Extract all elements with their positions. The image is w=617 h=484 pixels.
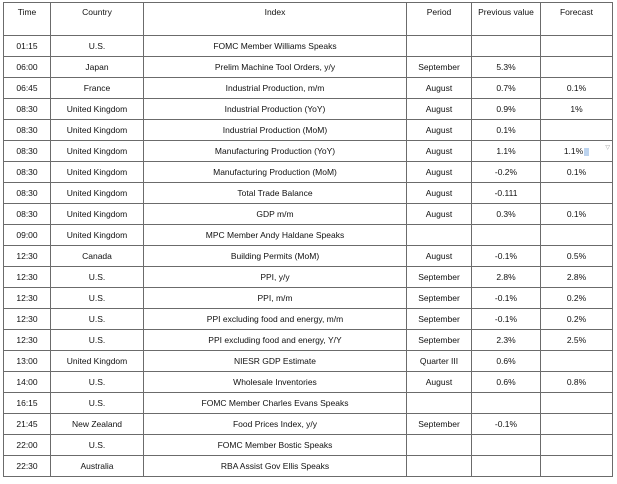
country-cell[interactable]	[51, 162, 144, 183]
table-row	[4, 456, 613, 477]
country-cell-text: United Kingdom	[66, 356, 128, 366]
forecast-cell[interactable]	[541, 99, 613, 120]
country-cell[interactable]	[51, 351, 144, 372]
previous-value-cell-text: 2.3%	[496, 335, 516, 345]
forecast-cell-text: 2.8%	[566, 272, 587, 282]
period-cell-text: September	[418, 62, 460, 72]
period-cell[interactable]	[407, 57, 472, 78]
previous-value-cell-text: 0.9%	[496, 104, 516, 114]
index-cell[interactable]	[144, 162, 407, 183]
index-cell[interactable]	[144, 456, 407, 477]
forecast-cell[interactable]	[541, 309, 613, 330]
time-cell-text: 08:30	[16, 167, 38, 177]
previous-value-cell[interactable]	[472, 288, 541, 309]
time-cell[interactable]	[4, 456, 51, 477]
header-row	[4, 3, 613, 36]
index-cell-text: NIESR GDP Estimate	[233, 356, 317, 366]
previous-value-cell[interactable]	[472, 330, 541, 351]
previous-value-cell-text: -0.1%	[494, 251, 518, 261]
index-cell-text: Industrial Production, m/m	[225, 83, 325, 93]
period-cell[interactable]	[407, 99, 472, 120]
previous-value-cell-text: 0.1%	[496, 125, 516, 135]
country-cell-text: U.S.	[88, 314, 106, 324]
header-time: Time	[4, 3, 51, 36]
time-cell[interactable]	[4, 78, 51, 99]
period-cell-text: August	[425, 146, 453, 156]
country-cell[interactable]	[51, 267, 144, 288]
forecast-cell[interactable]	[541, 267, 613, 288]
time-cell-text: 08:30	[16, 125, 38, 135]
forecast-cell[interactable]	[541, 183, 613, 204]
index-cell[interactable]	[144, 288, 407, 309]
forecast-cell-text: 1.1%	[563, 146, 584, 156]
time-cell-text: 16:15	[16, 398, 38, 408]
forecast-cell[interactable]	[541, 393, 613, 414]
previous-value-cell-text: 0.7%	[496, 83, 516, 93]
index-cell[interactable]	[144, 120, 407, 141]
table-row	[4, 330, 613, 351]
table-row	[4, 78, 613, 99]
previous-value-cell-text: 5.3%	[496, 62, 516, 72]
country-cell[interactable]	[51, 141, 144, 162]
country-cell-text: United Kingdom	[66, 230, 128, 240]
forecast-cell[interactable]	[541, 141, 613, 162]
country-cell-text: United Kingdom	[66, 104, 128, 114]
period-cell-text: September	[418, 335, 460, 345]
time-cell-text: 06:00	[16, 62, 38, 72]
forecast-cell-text: 0.2%	[566, 293, 587, 303]
time-cell-text: 08:30	[16, 104, 38, 114]
time-cell-text: 13:00	[16, 356, 38, 366]
period-cell-text: August	[425, 377, 453, 387]
header-country: Country	[51, 3, 144, 36]
time-cell[interactable]	[4, 225, 51, 246]
previous-value-cell[interactable]	[472, 162, 541, 183]
country-cell[interactable]	[51, 78, 144, 99]
time-cell-text: 22:00	[16, 440, 38, 450]
time-cell-text: 12:30	[16, 293, 38, 303]
country-cell-text: France	[83, 83, 111, 93]
table-row	[4, 414, 613, 435]
index-cell-text: PPI excluding food and energy, m/m	[206, 314, 344, 324]
country-cell[interactable]	[51, 393, 144, 414]
index-cell[interactable]	[144, 309, 407, 330]
forecast-cell[interactable]	[541, 57, 613, 78]
time-cell-text: 12:30	[16, 314, 38, 324]
index-cell[interactable]	[144, 225, 407, 246]
time-cell[interactable]	[4, 330, 51, 351]
index-cell-text: Manufacturing Production (YoY)	[214, 146, 336, 156]
period-cell-text: August	[425, 188, 453, 198]
period-cell-text: September	[418, 272, 460, 282]
previous-value-cell[interactable]	[472, 246, 541, 267]
header-period: Period	[407, 3, 472, 36]
index-cell[interactable]	[144, 141, 407, 162]
period-cell-text: August	[425, 83, 453, 93]
previous-value-cell[interactable]	[472, 120, 541, 141]
table-row	[4, 57, 613, 78]
previous-value-cell-text: 2.8%	[496, 272, 516, 282]
period-cell[interactable]	[407, 435, 472, 456]
country-cell-text: U.S.	[88, 272, 106, 282]
previous-value-cell[interactable]	[472, 183, 541, 204]
index-cell[interactable]	[144, 393, 407, 414]
previous-value-cell-text: -0.1%	[494, 419, 518, 429]
table-row	[4, 435, 613, 456]
period-cell[interactable]	[407, 456, 472, 477]
country-cell-text: U.S.	[88, 377, 106, 387]
period-cell[interactable]	[407, 204, 472, 225]
time-cell[interactable]	[4, 393, 51, 414]
time-cell[interactable]	[4, 99, 51, 120]
period-cell[interactable]	[407, 372, 472, 393]
country-cell[interactable]	[51, 414, 144, 435]
index-cell-text: MPC Member Andy Haldane Speaks	[205, 230, 345, 240]
forecast-cell[interactable]	[541, 351, 613, 372]
time-cell-text: 22:30	[16, 461, 38, 471]
index-cell-text: Prelim Machine Tool Orders, y/y	[214, 62, 336, 72]
time-cell-text: 12:30	[16, 335, 38, 345]
forecast-cell-text: 1%	[570, 104, 583, 114]
index-cell-text: FOMC Member Charles Evans Speaks	[201, 398, 349, 408]
forecast-cell-text: 2.5%	[566, 335, 587, 345]
index-cell-text: GDP m/m	[256, 209, 294, 219]
index-cell[interactable]	[144, 372, 407, 393]
table-row	[4, 309, 613, 330]
period-cell[interactable]	[407, 309, 472, 330]
table-row	[4, 162, 613, 183]
time-cell-text: 12:30	[16, 251, 38, 261]
time-cell[interactable]	[4, 267, 51, 288]
period-cell[interactable]	[407, 225, 472, 246]
table-row	[4, 36, 613, 57]
country-cell-text: U.S.	[88, 335, 106, 345]
country-cell-text: U.S.	[88, 440, 106, 450]
table-row	[4, 246, 613, 267]
cell-caret-icon[interactable]: ▽	[605, 145, 610, 151]
country-cell[interactable]	[51, 57, 144, 78]
period-cell[interactable]	[407, 120, 472, 141]
index-cell-text: PPI, m/m	[257, 293, 293, 303]
time-cell[interactable]	[4, 372, 51, 393]
index-cell[interactable]	[144, 246, 407, 267]
index-cell-text: PPI excluding food and energy, Y/Y	[208, 335, 342, 345]
forecast-cell[interactable]	[541, 120, 613, 141]
forecast-cell[interactable]	[541, 330, 613, 351]
time-cell[interactable]	[4, 288, 51, 309]
previous-value-cell-text: 0.6%	[496, 356, 516, 366]
previous-value-cell[interactable]	[472, 372, 541, 393]
time-cell[interactable]	[4, 57, 51, 78]
time-cell-text: 08:30	[16, 146, 38, 156]
country-cell-text: U.S.	[88, 293, 106, 303]
time-cell[interactable]	[4, 435, 51, 456]
previous-value-cell[interactable]	[472, 267, 541, 288]
country-cell[interactable]	[51, 309, 144, 330]
time-cell[interactable]	[4, 183, 51, 204]
time-cell-text: 21:45	[16, 419, 38, 429]
index-cell[interactable]	[144, 78, 407, 99]
table-row	[4, 267, 613, 288]
period-cell[interactable]	[407, 246, 472, 267]
country-cell[interactable]	[51, 435, 144, 456]
table-row	[4, 351, 613, 372]
table-row	[4, 183, 613, 204]
index-cell[interactable]	[144, 330, 407, 351]
period-cell-text: September	[418, 314, 460, 324]
forecast-cell[interactable]	[541, 78, 613, 99]
period-cell[interactable]	[407, 414, 472, 435]
time-cell-text: 12:30	[16, 272, 38, 282]
period-cell-text: September	[418, 419, 460, 429]
country-cell[interactable]	[51, 330, 144, 351]
index-cell[interactable]	[144, 204, 407, 225]
country-cell-text: Canada	[82, 251, 112, 261]
forecast-cell-text: 0.2%	[566, 314, 587, 324]
time-cell[interactable]	[4, 120, 51, 141]
time-cell[interactable]	[4, 246, 51, 267]
table-row	[4, 393, 613, 414]
previous-value-cell[interactable]	[472, 393, 541, 414]
time-cell-text: 06:45	[16, 83, 38, 93]
forecast-cell-text: 0.1%	[566, 209, 587, 219]
header-forecast: Forecast	[541, 3, 613, 36]
previous-value-cell-text: 0.3%	[496, 209, 516, 219]
time-cell-text: 09:00	[16, 230, 38, 240]
forecast-cell-text: 0.1%	[566, 83, 587, 93]
index-cell-text: Building Permits (MoM)	[230, 251, 320, 261]
forecast-cell[interactable]	[541, 162, 613, 183]
header-previous-value: Previous value	[472, 3, 541, 36]
previous-value-cell[interactable]	[472, 57, 541, 78]
period-cell[interactable]	[407, 351, 472, 372]
table-row	[4, 372, 613, 393]
country-cell[interactable]	[51, 36, 144, 57]
period-cell-text: August	[425, 209, 453, 219]
country-cell[interactable]	[51, 456, 144, 477]
time-cell[interactable]	[4, 309, 51, 330]
previous-value-cell-text: -0.1%	[494, 314, 518, 324]
table-row	[4, 204, 613, 225]
forecast-cell[interactable]	[541, 372, 613, 393]
period-cell-text: August	[425, 104, 453, 114]
country-cell-text: U.S.	[88, 41, 106, 51]
forecast-cell[interactable]	[541, 36, 613, 57]
index-cell-text: Industrial Production (YoY)	[224, 104, 326, 114]
index-cell-text: Wholesale Inventories	[233, 377, 317, 387]
previous-value-cell[interactable]	[472, 456, 541, 477]
header-index: Index	[144, 3, 407, 36]
country-cell[interactable]	[51, 288, 144, 309]
time-cell[interactable]	[4, 141, 51, 162]
table-row	[4, 99, 613, 120]
index-cell[interactable]	[144, 351, 407, 372]
forecast-cell[interactable]	[541, 246, 613, 267]
index-cell[interactable]	[144, 99, 407, 120]
previous-value-cell[interactable]	[472, 36, 541, 57]
period-cell[interactable]	[407, 141, 472, 162]
previous-value-cell[interactable]	[472, 309, 541, 330]
forecast-cell[interactable]	[541, 204, 613, 225]
country-cell-text: Japan	[85, 62, 109, 72]
index-cell[interactable]	[144, 267, 407, 288]
index-cell[interactable]	[144, 183, 407, 204]
country-cell-text: United Kingdom	[66, 209, 128, 219]
period-cell-text: August	[425, 125, 453, 135]
forecast-cell-text: 0.5%	[566, 251, 587, 261]
forecast-cell[interactable]	[541, 414, 613, 435]
previous-value-cell[interactable]	[472, 414, 541, 435]
index-cell-text: FOMC Member Bostic Speaks	[217, 440, 333, 450]
period-cell[interactable]	[407, 162, 472, 183]
index-cell[interactable]	[144, 57, 407, 78]
previous-value-cell-text: -0.2%	[494, 167, 518, 177]
index-cell-text: RBA Assist Gov Ellis Speaks	[220, 461, 330, 471]
forecast-cell-text: 0.8%	[566, 377, 587, 387]
period-cell-text: August	[425, 251, 453, 261]
period-cell-text: August	[425, 167, 453, 177]
country-cell[interactable]	[51, 183, 144, 204]
forecast-cell[interactable]	[541, 225, 613, 246]
period-cell[interactable]	[407, 183, 472, 204]
previous-value-cell[interactable]	[472, 141, 541, 162]
cell-selection-marker-icon	[584, 148, 589, 156]
country-cell[interactable]	[51, 204, 144, 225]
table-row	[4, 141, 613, 162]
previous-value-cell-text: -0.1%	[494, 293, 518, 303]
country-cell-text: United Kingdom	[66, 188, 128, 198]
previous-value-cell[interactable]	[472, 78, 541, 99]
index-cell-text: Total Trade Balance	[237, 188, 313, 198]
table-row	[4, 288, 613, 309]
country-cell-text: United Kingdom	[66, 125, 128, 135]
forecast-cell[interactable]	[541, 288, 613, 309]
time-cell[interactable]	[4, 36, 51, 57]
country-cell[interactable]	[51, 246, 144, 267]
time-cell[interactable]	[4, 414, 51, 435]
time-cell[interactable]	[4, 162, 51, 183]
previous-value-cell[interactable]	[472, 435, 541, 456]
previous-value-cell-text: 0.6%	[496, 377, 516, 387]
time-cell-text: 08:30	[16, 209, 38, 219]
time-cell[interactable]	[4, 204, 51, 225]
time-cell-text: 14:00	[16, 377, 38, 387]
period-cell[interactable]	[407, 36, 472, 57]
period-cell-text: September	[418, 293, 460, 303]
period-cell[interactable]	[407, 330, 472, 351]
table-row	[4, 225, 613, 246]
period-cell[interactable]	[407, 288, 472, 309]
country-cell[interactable]	[51, 120, 144, 141]
period-cell[interactable]	[407, 393, 472, 414]
forecast-cell[interactable]	[541, 456, 613, 477]
time-cell-text: 01:15	[16, 41, 38, 51]
time-cell-text: 08:30	[16, 188, 38, 198]
period-cell[interactable]	[407, 78, 472, 99]
time-cell[interactable]	[4, 351, 51, 372]
index-cell-text: FOMC Member Williams Speaks	[213, 41, 337, 51]
table-row	[4, 120, 613, 141]
country-cell[interactable]	[51, 99, 144, 120]
index-cell-text: Industrial Production (MoM)	[222, 125, 328, 135]
index-cell[interactable]	[144, 36, 407, 57]
country-cell[interactable]	[51, 225, 144, 246]
index-cell[interactable]	[144, 435, 407, 456]
previous-value-cell[interactable]	[472, 225, 541, 246]
period-cell[interactable]	[407, 267, 472, 288]
index-cell[interactable]	[144, 414, 407, 435]
previous-value-cell-text: 1.1%	[496, 146, 516, 156]
previous-value-cell-text: -0.111	[494, 188, 518, 198]
economic-calendar-table	[3, 2, 613, 477]
country-cell-text: United Kingdom	[66, 146, 128, 156]
country-cell-text: U.S.	[88, 398, 106, 408]
index-cell-text: Manufacturing Production (MoM)	[213, 167, 337, 177]
country-cell-text: Australia	[80, 461, 114, 471]
forecast-cell-text: 0.1%	[566, 167, 587, 177]
country-cell[interactable]	[51, 372, 144, 393]
previous-value-cell[interactable]	[472, 351, 541, 372]
forecast-cell[interactable]	[541, 435, 613, 456]
country-cell-text: New Zealand	[71, 419, 123, 429]
country-cell-text: United Kingdom	[66, 167, 128, 177]
previous-value-cell[interactable]	[472, 204, 541, 225]
index-cell-text: Food Prices Index, y/y	[232, 419, 318, 429]
previous-value-cell[interactable]	[472, 99, 541, 120]
index-cell-text: PPI, y/y	[260, 272, 290, 282]
period-cell-text: Quarter III	[419, 356, 459, 366]
